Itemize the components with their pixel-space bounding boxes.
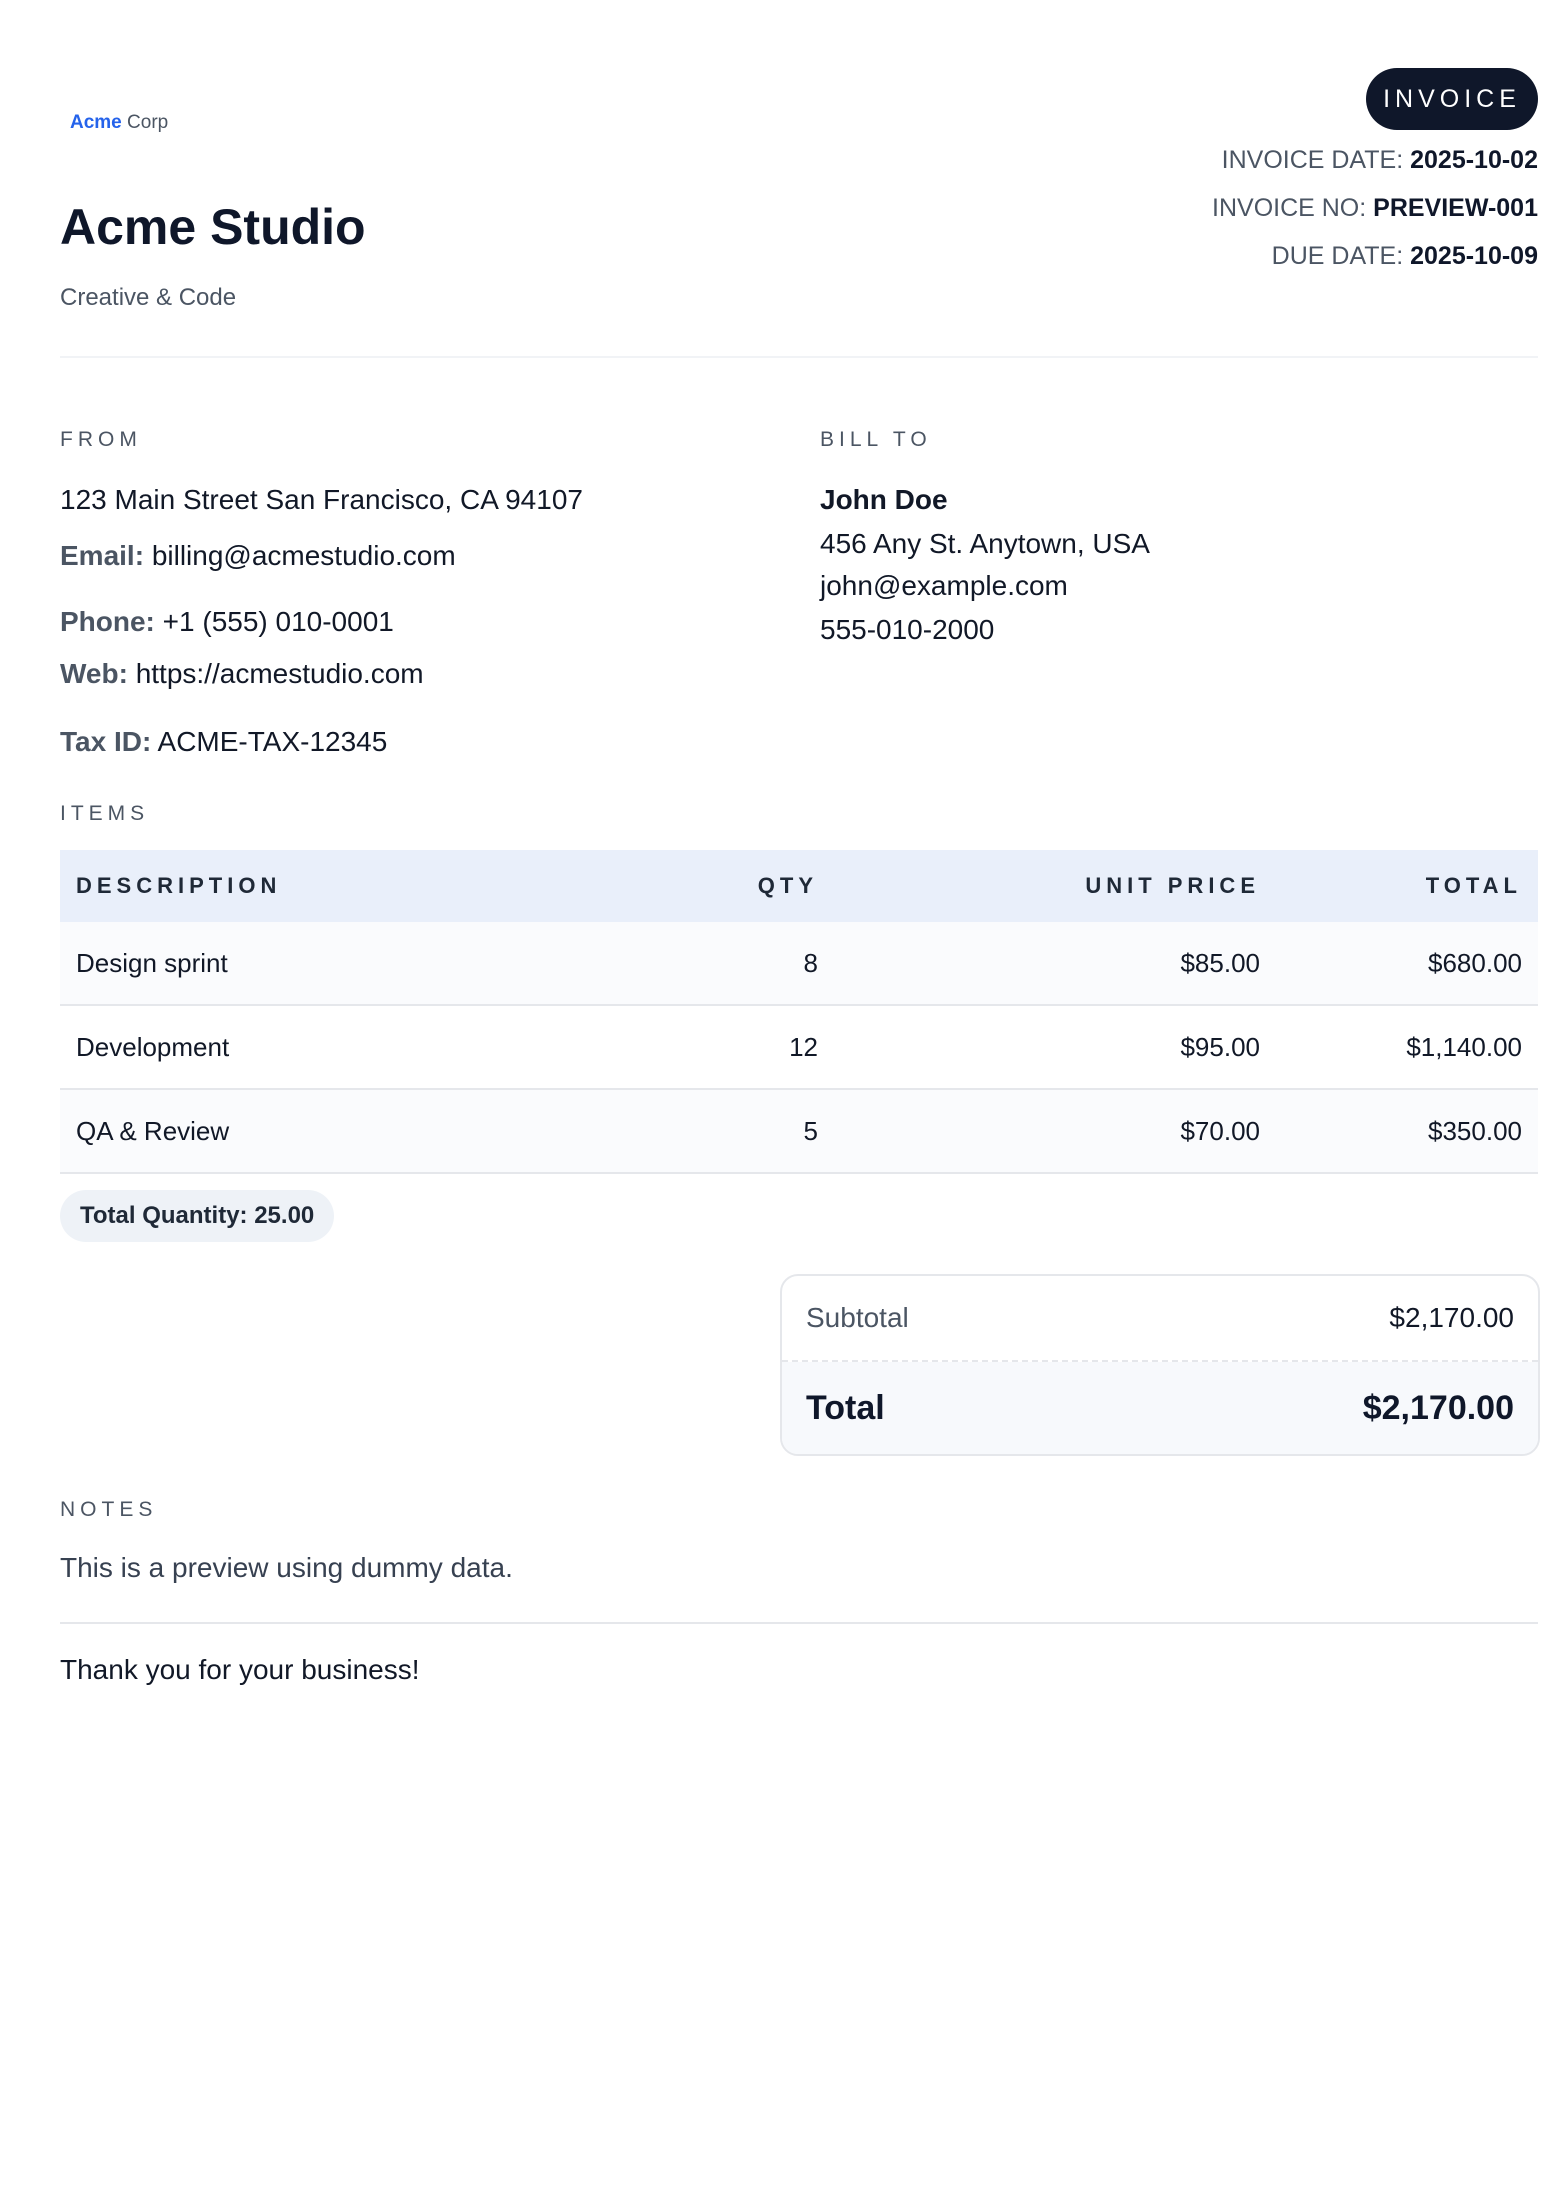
due-date-line bbox=[1212, 236, 1538, 284]
from-phone-label: Phone: bbox=[60, 606, 155, 637]
invoice-date-line bbox=[1212, 140, 1538, 188]
col-unit-price: UNIT PRICE bbox=[834, 850, 1276, 922]
item-qty: 12 bbox=[572, 1005, 834, 1089]
due-date-value: 2025-10-09 bbox=[1410, 242, 1538, 270]
subtotal-label: Subtotal bbox=[806, 1302, 909, 1333]
thank-you-message: Thank you for your business! bbox=[60, 1654, 420, 1685]
company-logo bbox=[70, 112, 168, 134]
invoice-date-label: INVOICE DATE: bbox=[1221, 146, 1404, 174]
items-table bbox=[60, 850, 1538, 1174]
item-qty: 8 bbox=[572, 922, 834, 1005]
item-qty: 5 bbox=[572, 1089, 834, 1173]
from-label: FROM bbox=[60, 428, 142, 451]
header-divider bbox=[60, 356, 1538, 358]
from-web: https://acmestudio.com bbox=[135, 658, 424, 689]
col-total: TOTAL bbox=[1276, 850, 1538, 922]
col-qty: QTY bbox=[572, 850, 834, 922]
notes-divider bbox=[60, 1622, 1538, 1624]
company-name: Acme Studio bbox=[60, 199, 366, 255]
table-row bbox=[60, 1089, 1538, 1173]
item-total: $350.00 bbox=[1276, 1089, 1538, 1173]
from-phone-line bbox=[60, 606, 394, 638]
notes-text: This is a preview using dummy data. bbox=[60, 1552, 513, 1583]
invoice-no-line bbox=[1212, 188, 1538, 236]
item-description: QA & Review bbox=[60, 1089, 572, 1173]
item-unit-price: $70.00 bbox=[834, 1089, 1276, 1173]
subtotal-amount: $2,170.00 bbox=[1389, 1302, 1514, 1333]
from-web-line bbox=[60, 658, 424, 690]
col-description: DESCRIPTION bbox=[60, 850, 572, 922]
bill-to-email: john@example.com bbox=[820, 570, 1068, 601]
item-unit-price: $85.00 bbox=[834, 922, 1276, 1005]
logo-suffix: Corp bbox=[127, 112, 169, 133]
from-email-line bbox=[60, 540, 456, 572]
item-description: Design sprint bbox=[60, 922, 572, 1005]
bill-to-section bbox=[820, 428, 1538, 645]
total-quantity-pill: Total Quantity: 25.00 bbox=[60, 1190, 334, 1242]
invoice-no-value: PREVIEW-001 bbox=[1373, 194, 1538, 222]
from-address: 123 Main Street San Francisco, CA 94107 bbox=[60, 484, 583, 515]
totals-card bbox=[780, 1274, 1540, 1456]
table-row bbox=[60, 1005, 1538, 1089]
company-tagline: Creative & Code bbox=[60, 284, 237, 311]
from-phone: +1 (555) 010-0001 bbox=[162, 606, 394, 637]
from-tax-id: ACME-TAX-12345 bbox=[157, 726, 388, 757]
invoice-page bbox=[60, 0, 1538, 2200]
total-amount: $2,170.00 bbox=[1362, 1388, 1514, 1427]
table-row bbox=[60, 922, 1538, 1005]
bill-to-label: BILL TO bbox=[820, 428, 932, 451]
invoice-badge: INVOICE bbox=[1366, 68, 1538, 130]
bill-to-name: John Doe bbox=[820, 484, 948, 515]
item-unit-price: $95.00 bbox=[834, 1005, 1276, 1089]
item-total: $680.00 bbox=[1276, 922, 1538, 1005]
from-tax-label: Tax ID: bbox=[60, 726, 152, 757]
from-web-label: Web: bbox=[60, 658, 128, 689]
item-total: $1,140.00 bbox=[1276, 1005, 1538, 1089]
items-label: ITEMS bbox=[60, 802, 150, 825]
from-email: billing@acmestudio.com bbox=[151, 540, 456, 571]
from-tax-line bbox=[60, 726, 387, 758]
invoice-no-label: INVOICE NO: bbox=[1212, 194, 1367, 222]
item-description: Development bbox=[60, 1005, 572, 1089]
total-row bbox=[782, 1362, 1538, 1454]
items-header-row bbox=[60, 850, 1538, 922]
notes-label: NOTES bbox=[60, 1498, 158, 1521]
from-section bbox=[60, 428, 800, 757]
total-label: Total bbox=[806, 1388, 885, 1427]
bill-to-address: 456 Any St. Anytown, USA bbox=[820, 528, 1150, 559]
invoice-meta bbox=[1212, 140, 1538, 284]
logo-brand: Acme bbox=[70, 112, 122, 133]
from-email-label: Email: bbox=[60, 540, 145, 571]
due-date-label: DUE DATE: bbox=[1271, 242, 1404, 270]
subtotal-row bbox=[782, 1276, 1538, 1360]
invoice-date-value: 2025-10-02 bbox=[1410, 146, 1538, 174]
bill-to-phone: 555-010-2000 bbox=[820, 614, 995, 645]
